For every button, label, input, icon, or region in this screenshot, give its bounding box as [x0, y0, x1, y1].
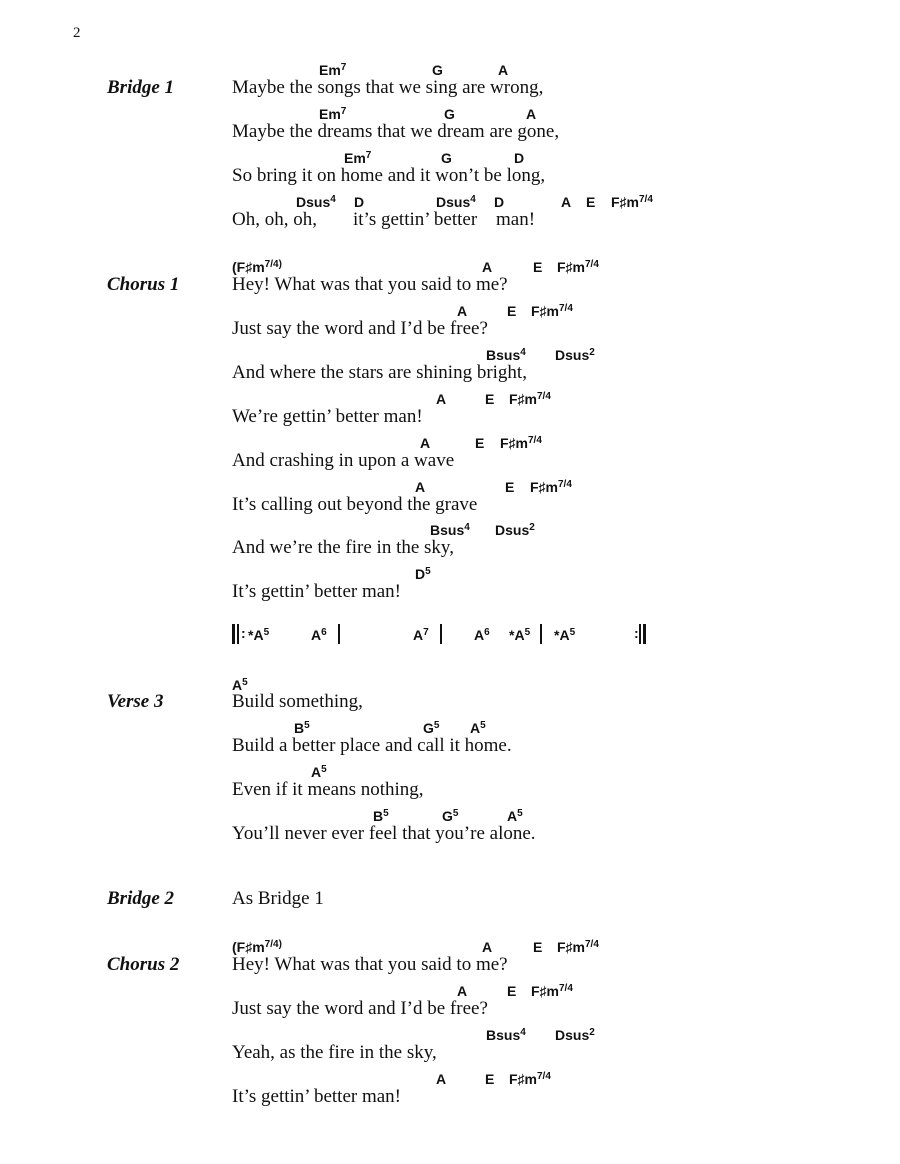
lyric-line: Even if it means nothing, [232, 779, 424, 800]
lyric-line: And crashing in upon a wave [232, 450, 455, 471]
chord-dsus2: Dsus$^2$ [555, 347, 595, 363]
chord-em7: Em$^7$ [344, 150, 372, 166]
chord-a: A [482, 259, 493, 275]
lyric-line: It’s gettin’ better man! [232, 1086, 402, 1107]
chord-em7: Em$^7$ [319, 106, 347, 122]
repeat-end-dots: : [634, 625, 639, 641]
chord-a6: $A^6$ [474, 627, 490, 643]
lyric-line: it’s gettin’ better [353, 209, 478, 230]
barline [540, 624, 542, 644]
chord-fsharp-m7-4: $F♯m^{7/4}$ [557, 259, 599, 275]
chord-a6: $A^6$ [311, 627, 327, 643]
lyric-line: As Bridge 1 [232, 888, 324, 909]
chord-fsharp-m7-4: $F♯m^{7/4}$ [557, 939, 599, 955]
chord-fsharp-m7-4: $F♯m^{7/4}$ [500, 435, 542, 451]
lyric-line: And we’re the fire in the sky, [232, 537, 454, 558]
chord-g5: $G^5$ [423, 720, 440, 736]
lyric-line: Just say the word and I’d be free? [232, 318, 488, 339]
chord-a: A [436, 1071, 447, 1087]
chord-a5-star: $*A^5$ [248, 627, 270, 643]
chord-dsus4: Dsus$^4$ [436, 194, 476, 210]
chord-fsharp-m7-4-paren: ($F♯m^{7/4)}$ [232, 939, 282, 955]
chord-g: G [444, 106, 455, 122]
chord-bsus4: Bsus$^4$ [430, 522, 470, 538]
repeat-start-barline [232, 624, 235, 644]
section-label-bridge-2: Bridge 2 [107, 888, 175, 909]
lyric-line: It’s gettin’ better man! [232, 581, 402, 602]
chord-e: E [505, 479, 515, 495]
section-label-bridge-1: Bridge 1 [107, 77, 175, 98]
chord-a: A [498, 62, 509, 78]
repeat-start-dots: : [241, 625, 246, 641]
repeat-end-barline [643, 624, 646, 644]
chord-g: G [441, 150, 452, 166]
page-number: 2 [73, 25, 81, 41]
lyric-line: Hey! What was that you said to me? [232, 274, 508, 295]
chord-d: D [494, 194, 505, 210]
chord-d: D [354, 194, 365, 210]
chord-a5-star: $*A^5$ [509, 627, 531, 643]
chord-bsus4: Bsus$^4$ [486, 1027, 526, 1043]
chord-fsharp-m7-4: $F♯m^{7/4}$ [509, 1071, 551, 1087]
chord-a5-star: $*A^5$ [554, 627, 576, 643]
chord-a5: $A^5$ [507, 808, 523, 824]
chord-a7: $A^7$ [413, 627, 429, 643]
section-label-chorus-1: Chorus 1 [107, 274, 180, 295]
chord-a5: $A^5$ [470, 720, 486, 736]
chord-e: E [533, 939, 543, 955]
lyric-line: You’ll never ever feel that you’re alone. [232, 823, 536, 844]
chord-a: A [436, 391, 447, 407]
barline [338, 624, 340, 644]
chord-fsharp-m7-4: $F♯m^{7/4}$ [531, 983, 573, 999]
chord-a: A [526, 106, 537, 122]
barline [639, 624, 641, 644]
chord-b5: $B^5$ [373, 808, 389, 824]
chord-a: A [561, 194, 572, 210]
chord-d5: $D^5$ [415, 566, 431, 582]
chord-a: A [457, 303, 468, 319]
lyric-line: So bring it on home and it won’t be long, [232, 165, 546, 186]
lyric-line: We’re gettin’ better man! [232, 406, 423, 427]
chord-a5: $A^5$ [311, 764, 327, 780]
chord-e: E [586, 194, 596, 210]
lyric-line: Yeah, as the fire in the sky, [232, 1042, 437, 1063]
lyric-line: Just say the word and I’d be free? [232, 998, 488, 1019]
lyric-line: And where the stars are shining bright, [232, 362, 527, 383]
chord-a: A [415, 479, 426, 495]
chord-d: D [514, 150, 525, 166]
chord-a: A [420, 435, 431, 451]
chord-fsharp-m7-4: $F♯m^{7/4}$ [611, 194, 653, 210]
chord-em7: Em$^7$ [319, 62, 347, 78]
lyric-line: Build a better place and call it home. [232, 735, 512, 756]
section-label-chorus-2: Chorus 2 [107, 954, 180, 975]
lyric-line: Oh, oh, oh, [232, 209, 317, 230]
chord-fsharp-m7-4: $F♯m^{7/4}$ [509, 391, 551, 407]
chord-a5: $A^5$ [232, 677, 248, 693]
chord-a: A [457, 983, 468, 999]
chord-b5: $B^5$ [294, 720, 310, 736]
chord-fsharp-m7-4: $F♯m^{7/4}$ [530, 479, 572, 495]
lyric-line: Build something, [232, 691, 363, 712]
chord-bsus4: Bsus$^4$ [486, 347, 526, 363]
chord-fsharp-m7-4: $F♯m^{7/4}$ [531, 303, 573, 319]
chord-e: E [533, 259, 543, 275]
section-label-verse-3: Verse 3 [107, 691, 164, 712]
lyric-line: Maybe the songs that we sing are wrong, [232, 77, 544, 98]
lyric-line: Maybe the dreams that we dream are gone, [232, 121, 560, 142]
lyric-line: man! [496, 209, 536, 230]
chord-fsharp-m7-4-paren: ($F♯m^{7/4)}$ [232, 259, 282, 275]
chord-a: A [482, 939, 493, 955]
barline [237, 624, 239, 644]
chord-dsus2: Dsus$^2$ [495, 522, 535, 538]
chord-g5: $G^5$ [442, 808, 459, 824]
barline [440, 624, 442, 644]
chord-e: E [485, 391, 495, 407]
chord-g: G [432, 62, 443, 78]
chord-dsus2: Dsus$^2$ [555, 1027, 595, 1043]
chord-e: E [507, 303, 517, 319]
chord-e: E [507, 983, 517, 999]
lyric-line: It’s calling out beyond the grave [232, 494, 478, 515]
chord-e: E [485, 1071, 495, 1087]
chord-e: E [475, 435, 485, 451]
chord-dsus4: Dsus$^4$ [296, 194, 336, 210]
lyric-line: Hey! What was that you said to me? [232, 954, 508, 975]
